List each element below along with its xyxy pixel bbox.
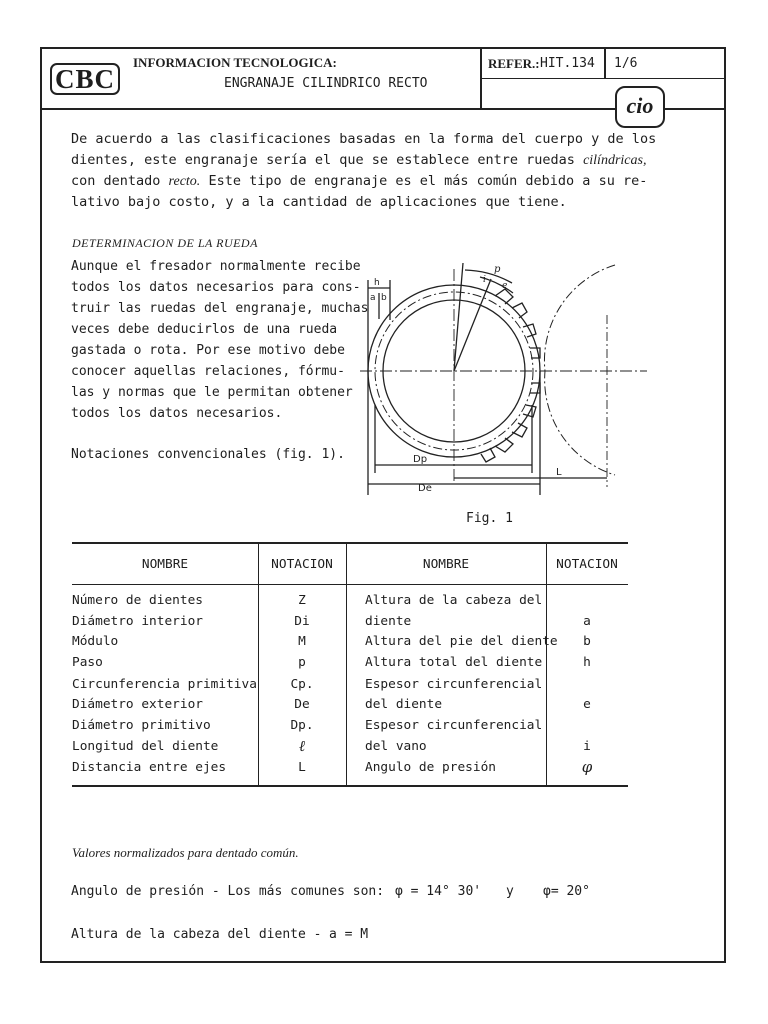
figure-caption: Fig. 1	[466, 511, 513, 526]
right-notation-e: e	[583, 697, 591, 712]
section-line-8: todos los datos necesarios.	[71, 406, 283, 421]
label-h: h	[374, 278, 380, 288]
org-title: INFORMACION TECNOLOGICA:	[133, 55, 337, 70]
notaciones-text: Notaciones convencionales (fig. 1).	[71, 447, 345, 462]
left-notation-3: M	[298, 634, 306, 649]
section-line-5: gastada o rota. Por ese motivo debe	[71, 343, 345, 358]
label-e: e	[502, 281, 508, 291]
document-subject: ENGRANAJE CILINDRICO RECTO	[224, 76, 428, 91]
gear-figure	[355, 255, 655, 505]
intro-line-3-lead: con dentado	[71, 173, 161, 189]
table-bottom-rule	[72, 785, 628, 787]
section-line-3: truir las ruedas del engranaje, muchas	[71, 301, 369, 316]
section-line-1: Aunque el fresador normalmente recibe	[71, 259, 361, 274]
radial-line-2	[454, 279, 491, 371]
corner-stamp: cio	[615, 86, 665, 128]
right-name-line-8: del vano	[365, 739, 427, 754]
right-name-line-7: Espesor circunferencial	[365, 718, 543, 733]
page-number: 1/6	[614, 56, 638, 71]
table-header-nombre-1: NOMBRE	[141, 557, 189, 572]
section-line-4: veces debe deducirlos de una rueda	[71, 322, 338, 337]
left-name-9: Distancia entre ejes	[72, 760, 227, 775]
section-line-7: las y normas que le permitan obtener	[71, 385, 353, 400]
intro-italic-recto: recto.	[168, 174, 201, 189]
left-name-5: Circunferencia primitiva	[72, 677, 257, 692]
intro-line-2-text: dientes, este engranaje sería el que se establece entre ruedas	[71, 152, 575, 168]
cbc-logo: CBC	[50, 63, 120, 95]
table-header-notacion-1: NOTACION	[271, 557, 333, 572]
intro-line-4: lativo bajo costo, y a la cantidad de aplicaciones que tiene.	[71, 194, 567, 210]
right-notation-i: i	[583, 739, 591, 754]
left-name-2: Diámetro interior	[72, 614, 203, 629]
right-name-line-3: Altura del pie del diente	[365, 634, 558, 649]
right-notation-h: h	[583, 655, 591, 670]
left-notation-2: Di	[294, 614, 310, 629]
right-name-line-5: Espesor circunferencial	[365, 677, 543, 692]
label-p: p	[494, 264, 501, 275]
label-dp: Dp	[413, 454, 428, 465]
angulo-y: y	[506, 884, 514, 899]
left-name-7: Diámetro primitivo	[72, 718, 211, 733]
mating-gear-arc	[544, 265, 615, 475]
table-header-rule	[72, 584, 628, 585]
section-line-6: conocer aquellas relaciones, fórmu-	[71, 364, 345, 379]
altura-formula: a = M	[329, 927, 369, 942]
header-page-divider	[604, 47, 606, 79]
label-a: a	[370, 293, 376, 303]
section-title: DETERMINACION DE LA RUEDA	[72, 236, 258, 250]
table-top-rule	[72, 542, 628, 544]
valores-title: Valores normalizados para dentado común.	[72, 845, 299, 860]
table-header-notacion-2: NOTACION	[556, 557, 618, 572]
radial-line-1	[454, 263, 463, 371]
left-name-6: Diámetro exterior	[72, 697, 203, 712]
intro-line-1: De acuerdo a las clasificaciones basadas en la forma del cuerpo y de los	[71, 131, 657, 147]
left-notation-9: L	[298, 760, 306, 775]
section-line-2: todos los datos necesarios para cons-	[71, 280, 361, 295]
intro-line-3-tail: Este tipo de engranaje es el más común debido a su re-	[208, 173, 648, 189]
right-name-line-6: del diente	[365, 697, 443, 712]
angulo-value-2: φ= 20°	[543, 884, 590, 899]
left-name-8: Longitud del diente	[72, 739, 219, 754]
intro-line-2	[71, 150, 646, 171]
right-name-line-2: diente	[365, 614, 412, 629]
left-notation-8: ℓ	[298, 737, 306, 755]
right-notation-phi: φ	[581, 758, 593, 776]
ref-label: REFER.:	[488, 56, 540, 71]
ref-code: HIT.134	[540, 56, 595, 71]
right-name-line-1: Altura de la cabeza del	[365, 593, 543, 608]
right-name-line-4: Altura total del diente	[365, 655, 543, 670]
table-col-divider-2	[346, 542, 347, 785]
angulo-value-1: φ = 14° 30'	[395, 884, 482, 899]
left-name-4: Paso	[72, 655, 103, 670]
label-de: De	[418, 483, 432, 494]
right-name-line-9: Angulo de presión	[365, 760, 496, 775]
intro-line-3	[71, 171, 647, 192]
left-notation-4: p	[298, 655, 306, 670]
angulo-label: Angulo de presión - Los más comunes son:	[71, 884, 385, 899]
right-notation-a: a	[583, 614, 591, 629]
table-header-nombre-2: NOMBRE	[422, 557, 470, 572]
header-ref-rule	[480, 78, 726, 79]
left-notation-5: Cp.	[290, 677, 314, 692]
label-b: b	[381, 293, 387, 303]
intro-italic-cilindricas: cilíndricas,	[583, 153, 647, 168]
right-notation-b: b	[583, 634, 591, 649]
left-name-3: Módulo	[72, 634, 119, 649]
altura-label: Altura de la cabeza del diente -	[71, 927, 322, 942]
left-notation-6: De	[294, 697, 310, 712]
label-l: L	[556, 467, 562, 478]
left-name-1: Número de dientes	[72, 593, 203, 608]
left-notation-1: Z	[298, 593, 306, 608]
label-i: i	[483, 275, 486, 285]
left-notation-7: Dp.	[290, 718, 314, 733]
